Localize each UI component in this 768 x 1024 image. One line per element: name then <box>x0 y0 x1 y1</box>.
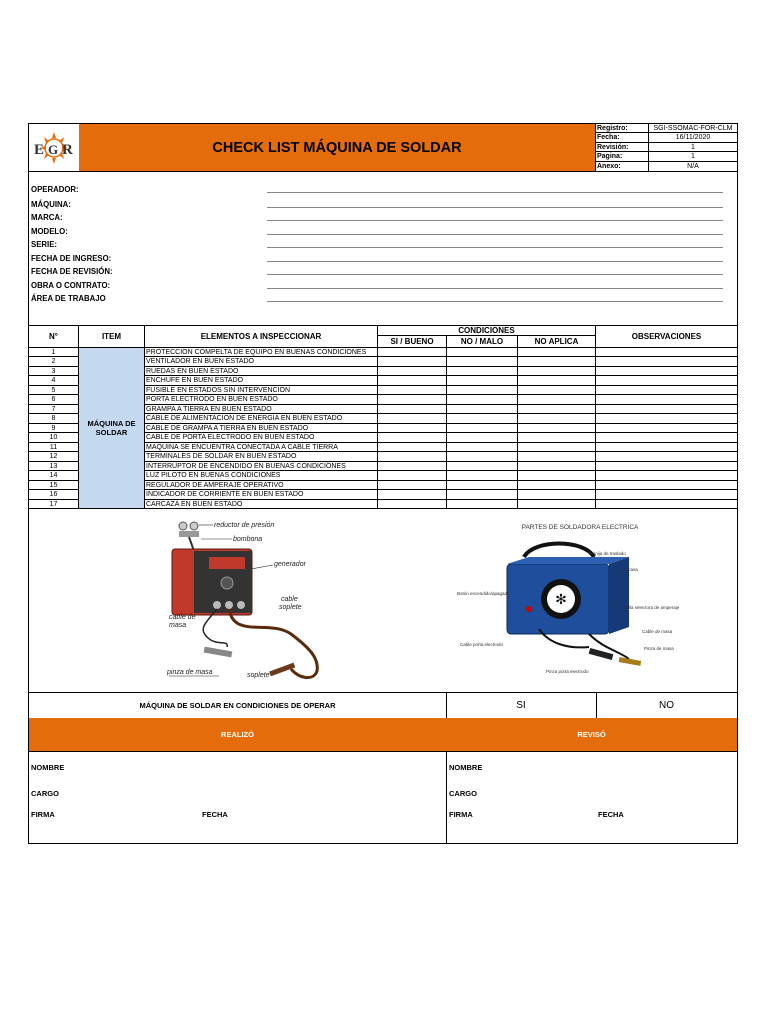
row-element: INTERRUPTOR DE ENCENDIDO EN BUENAS CONDICIONES <box>145 462 378 471</box>
row-si-cell[interactable] <box>378 433 447 442</box>
row-no-cell[interactable] <box>447 357 518 366</box>
meta-row <box>595 143 737 152</box>
row-si-cell[interactable] <box>378 395 447 404</box>
row-na-cell[interactable] <box>518 500 596 509</box>
field-input-line[interactable] <box>267 274 723 275</box>
row-no-cell[interactable] <box>447 414 518 423</box>
label-reductor: reductor de presión <box>214 522 275 529</box>
meta-row <box>595 133 737 142</box>
row-na-cell[interactable] <box>518 348 596 357</box>
field-input-line[interactable] <box>267 220 723 221</box>
row-si-cell[interactable] <box>378 348 447 357</box>
checklist-sheet <box>28 123 738 844</box>
label-generador: generador <box>274 561 306 568</box>
field-input-line[interactable] <box>267 234 723 235</box>
label-pinza-porta: Pinza porta electrodo <box>546 669 589 674</box>
col-header-elements: ELEMENTOS A INSPECCIONAR <box>145 325 378 348</box>
signature-headers <box>29 718 737 752</box>
meta-key: Pagina: <box>595 152 649 160</box>
label-perilla: Perilla selectora de amperaje <box>621 605 680 610</box>
meta-key: Fecha: <box>595 133 649 141</box>
row-si-cell[interactable] <box>378 471 447 480</box>
svg-text:G: G <box>48 141 59 157</box>
row-observation-cell[interactable] <box>596 462 737 471</box>
col-header-item: ITEM <box>79 325 145 348</box>
row-na-cell[interactable] <box>518 490 596 499</box>
row-no-cell[interactable] <box>447 424 518 433</box>
row-no-cell[interactable] <box>447 471 518 480</box>
row-na-cell[interactable] <box>518 433 596 442</box>
realizo-header: REALIZÓ <box>29 718 447 751</box>
row-na-cell[interactable] <box>518 414 596 423</box>
label-boton: Botón encendido/apagado <box>457 591 510 596</box>
row-number: 1 <box>29 348 79 357</box>
row-observation-cell[interactable] <box>596 490 737 499</box>
meta-key: Revisión: <box>595 143 649 151</box>
row-si-cell[interactable] <box>378 500 447 509</box>
signature-body <box>29 751 737 843</box>
field-label: OBRA O CONTRATO: <box>31 281 111 290</box>
row-no-cell[interactable] <box>447 452 518 461</box>
row-na-cell[interactable] <box>518 405 596 414</box>
row-observation-cell[interactable] <box>596 443 737 452</box>
row-number: 3 <box>29 367 79 376</box>
svg-text:✻: ✻ <box>555 591 567 607</box>
meta-value: 1 <box>691 143 695 151</box>
meta-key: Registro: <box>595 124 649 132</box>
row-number: 16 <box>29 490 79 499</box>
row-na-cell[interactable] <box>518 367 596 376</box>
row-si-cell[interactable] <box>378 490 447 499</box>
realizo-firma-label: FIRMA <box>31 810 55 819</box>
row-number: 11 <box>29 443 79 452</box>
label-cable-masa: Cable de masa <box>642 629 673 634</box>
row-na-cell[interactable] <box>518 376 596 385</box>
row-observation-cell[interactable] <box>596 386 737 395</box>
page-title: CHECK LIST MÁQUINA DE SOLDAR <box>79 124 596 171</box>
welding-machines-illustration <box>29 509 737 692</box>
row-no-cell[interactable] <box>447 405 518 414</box>
label-cable-soplete-1: cable <box>281 596 298 603</box>
row-observation-cell[interactable] <box>596 500 737 509</box>
row-element: FUSIBLE EN ESTADOS SIN INTERVENCION <box>145 386 378 395</box>
logo-icon <box>32 131 76 165</box>
parts-title: PARTES DE SOLDADORA ELECTRICA <box>521 524 639 531</box>
row-element: RUEDAS EN BUEN ESTADO <box>145 367 378 376</box>
label-pinza-masa: pinza de masa <box>167 669 213 676</box>
row-na-cell[interactable] <box>518 357 596 366</box>
col-header-si: SI / BUENO <box>378 336 447 348</box>
col-header-na: NO APLICA <box>518 336 596 348</box>
inverter-welder-icon <box>166 522 317 679</box>
label-cable-masa-1: cable de <box>169 614 196 621</box>
row-element: CABLE DE PORTA ELECTRODO EN BUEN ESTADO <box>145 433 378 442</box>
row-element: CABLE DE ALIMENTACION DE ENERGIA EN BUEN ESTADO <box>145 414 378 423</box>
row-observation-cell[interactable] <box>596 414 737 423</box>
row-si-cell[interactable] <box>378 462 447 471</box>
row-na-cell[interactable] <box>518 443 596 452</box>
col-header-observations: OBSERVACIONES <box>596 325 737 348</box>
reviso-firma-label: FIRMA <box>449 810 473 819</box>
row-observation-cell[interactable] <box>596 471 737 480</box>
row-observation-cell[interactable] <box>596 395 737 404</box>
meta-value: 1 <box>691 153 695 161</box>
meta-row <box>595 124 737 133</box>
row-number: 14 <box>29 471 79 480</box>
row-na-cell[interactable] <box>518 386 596 395</box>
row-na-cell[interactable] <box>518 395 596 404</box>
row-si-cell[interactable] <box>378 386 447 395</box>
row-number: 6 <box>29 395 79 404</box>
row-si-cell[interactable] <box>378 452 447 461</box>
group-cell: MÁQUINA DE SOLDAR <box>79 348 145 509</box>
label-bombona: bombona <box>233 536 263 543</box>
svg-text:R: R <box>62 141 73 158</box>
field-label: FECHA DE REVISIÓN: <box>31 267 113 276</box>
row-no-cell[interactable] <box>447 490 518 499</box>
col-header-num: N° <box>29 325 79 348</box>
row-no-cell[interactable] <box>447 462 518 471</box>
row-no-cell[interactable] <box>447 386 518 395</box>
label-carcasa: Carcasa <box>621 567 638 572</box>
field-label: MODELO: <box>31 227 68 236</box>
row-element: CARCAZA EN BUEN ESTADO <box>145 500 378 509</box>
operating-condition-si[interactable]: SI <box>446 692 597 718</box>
row-number: 7 <box>29 405 79 414</box>
row-na-cell[interactable] <box>518 481 596 490</box>
operating-condition-row <box>29 692 737 719</box>
row-number: 4 <box>29 376 79 385</box>
row-number: 8 <box>29 414 79 423</box>
reviso-fecha-label: FECHA <box>598 810 624 819</box>
label-cable-masa-2: masa <box>169 622 187 629</box>
operating-condition-question: MÁQUINA DE SOLDAR EN CONDICIONES DE OPERAR <box>29 692 447 718</box>
operating-condition-no[interactable]: NO <box>659 699 674 711</box>
row-observation-cell[interactable] <box>596 481 737 490</box>
meta-value: SGI-SSOMAC-FOR-CLM <box>653 125 733 132</box>
row-number: 2 <box>29 357 79 366</box>
col-header-conditions: CONDICIONES <box>378 325 596 336</box>
row-number: 9 <box>29 424 79 433</box>
field-label: SERIE: <box>31 240 57 249</box>
company-logo <box>29 124 80 171</box>
row-element: VENTILADOR EN BUEN ESTADO <box>145 357 378 366</box>
field-label: MARCA: <box>31 213 63 222</box>
realizo-nombre-label: NOMBRE <box>31 763 65 772</box>
row-si-cell[interactable] <box>378 443 447 452</box>
row-no-cell[interactable] <box>447 395 518 404</box>
row-element: TERMINALES DE SOLDAR EN BUEN ESTADO <box>145 452 378 461</box>
row-element: PORTA ELECTRODO EN BUEN ESTADO <box>145 395 378 404</box>
col-header-no: NO / MALO <box>447 336 518 348</box>
row-observation-cell[interactable] <box>596 405 737 414</box>
row-no-cell[interactable] <box>447 443 518 452</box>
meta-key: Anexo: <box>595 162 649 171</box>
row-si-cell[interactable] <box>378 481 447 490</box>
row-observation-cell[interactable] <box>596 367 737 376</box>
field-label: MÁQUINA: <box>31 200 71 209</box>
label-manija: Manija de traslado <box>589 551 626 556</box>
row-observation-cell[interactable] <box>596 452 737 461</box>
label-soplete: soplete <box>247 672 270 679</box>
row-si-cell[interactable] <box>378 424 447 433</box>
row-number: 13 <box>29 462 79 471</box>
row-si-cell[interactable] <box>378 405 447 414</box>
row-observation-cell[interactable] <box>596 424 737 433</box>
meta-row <box>595 152 737 161</box>
meta-value: N/A <box>687 162 699 170</box>
row-element: GRAMPA A TIERRA EN BUEN ESTADO <box>145 405 378 414</box>
label-cable-soplete-2: soplete <box>279 604 302 611</box>
row-no-cell[interactable] <box>447 348 518 357</box>
field-label: ÁREA DE TRABAJO <box>31 294 106 303</box>
row-element: LUZ PILOTO EN BUENAS CONDICIONES <box>145 471 378 480</box>
field-input-line[interactable] <box>267 207 723 208</box>
row-element: INDICADOR DE CORRIENTE EN BUEN ESTADO <box>145 490 378 499</box>
row-no-cell[interactable] <box>447 481 518 490</box>
label-cable-porta: Cable porta electrodo <box>460 642 504 647</box>
transformer-welder-icon <box>457 524 680 674</box>
row-na-cell[interactable] <box>518 424 596 433</box>
row-element: ENCHUFE EN BUEN ESTADO <box>145 376 378 385</box>
row-element: CABLE DE GRAMPA A TIERRA EN BUEN ESTADO <box>145 424 378 433</box>
row-element: PROTECCION COMPELTA DE EQUIPO EN BUENAS CONDICIONES <box>145 348 378 357</box>
header <box>29 124 737 172</box>
pictures-section <box>29 509 737 693</box>
row-observation-cell[interactable] <box>596 433 737 442</box>
row-observation-cell[interactable] <box>596 348 737 357</box>
row-number: 17 <box>29 500 79 509</box>
row-observation-cell[interactable] <box>596 376 737 385</box>
realizo-fecha-label: FECHA <box>202 810 228 819</box>
field-input-line[interactable] <box>267 247 723 248</box>
row-na-cell[interactable] <box>518 462 596 471</box>
field-input-line[interactable] <box>267 288 723 289</box>
row-si-cell[interactable] <box>378 357 447 366</box>
row-observation-cell[interactable] <box>596 357 737 366</box>
row-number: 5 <box>29 386 79 395</box>
label-pinza-masa-r: Pinza de masa <box>644 646 674 651</box>
reviso-header: REVISÓ <box>446 718 737 751</box>
field-label: FECHA DE INGRESO: <box>31 254 112 263</box>
svg-text:E: E <box>34 141 45 158</box>
row-na-cell[interactable] <box>518 471 596 480</box>
field-input-line[interactable] <box>267 261 723 262</box>
row-number: 10 <box>29 433 79 442</box>
row-si-cell[interactable] <box>378 376 447 385</box>
row-no-cell[interactable] <box>447 500 518 509</box>
meta-value: 16/11/2020 <box>675 134 711 142</box>
reviso-cargo-label: CARGO <box>449 789 477 798</box>
field-input-line[interactable] <box>267 301 723 302</box>
row-element: MAQUINA SE ENCUENTRA CONECTADA A CABLE TIERRA <box>145 443 378 452</box>
row-si-cell[interactable] <box>378 414 447 423</box>
realizo-cargo-label: CARGO <box>31 789 59 798</box>
row-no-cell[interactable] <box>447 367 518 376</box>
row-no-cell[interactable] <box>447 433 518 442</box>
field-input-line[interactable] <box>267 192 723 193</box>
row-number: 12 <box>29 452 79 461</box>
meta-row <box>595 162 737 171</box>
row-si-cell[interactable] <box>378 367 447 376</box>
row-element: REGULADOR DE AMPERAJE OPERATIVO <box>145 481 378 490</box>
document-meta <box>595 124 737 171</box>
row-no-cell[interactable] <box>447 376 518 385</box>
reviso-nombre-label: NOMBRE <box>449 763 483 772</box>
info-fields <box>29 171 737 326</box>
row-number: 15 <box>29 481 79 490</box>
field-label: OPERADOR: <box>31 185 79 194</box>
row-na-cell[interactable] <box>518 452 596 461</box>
